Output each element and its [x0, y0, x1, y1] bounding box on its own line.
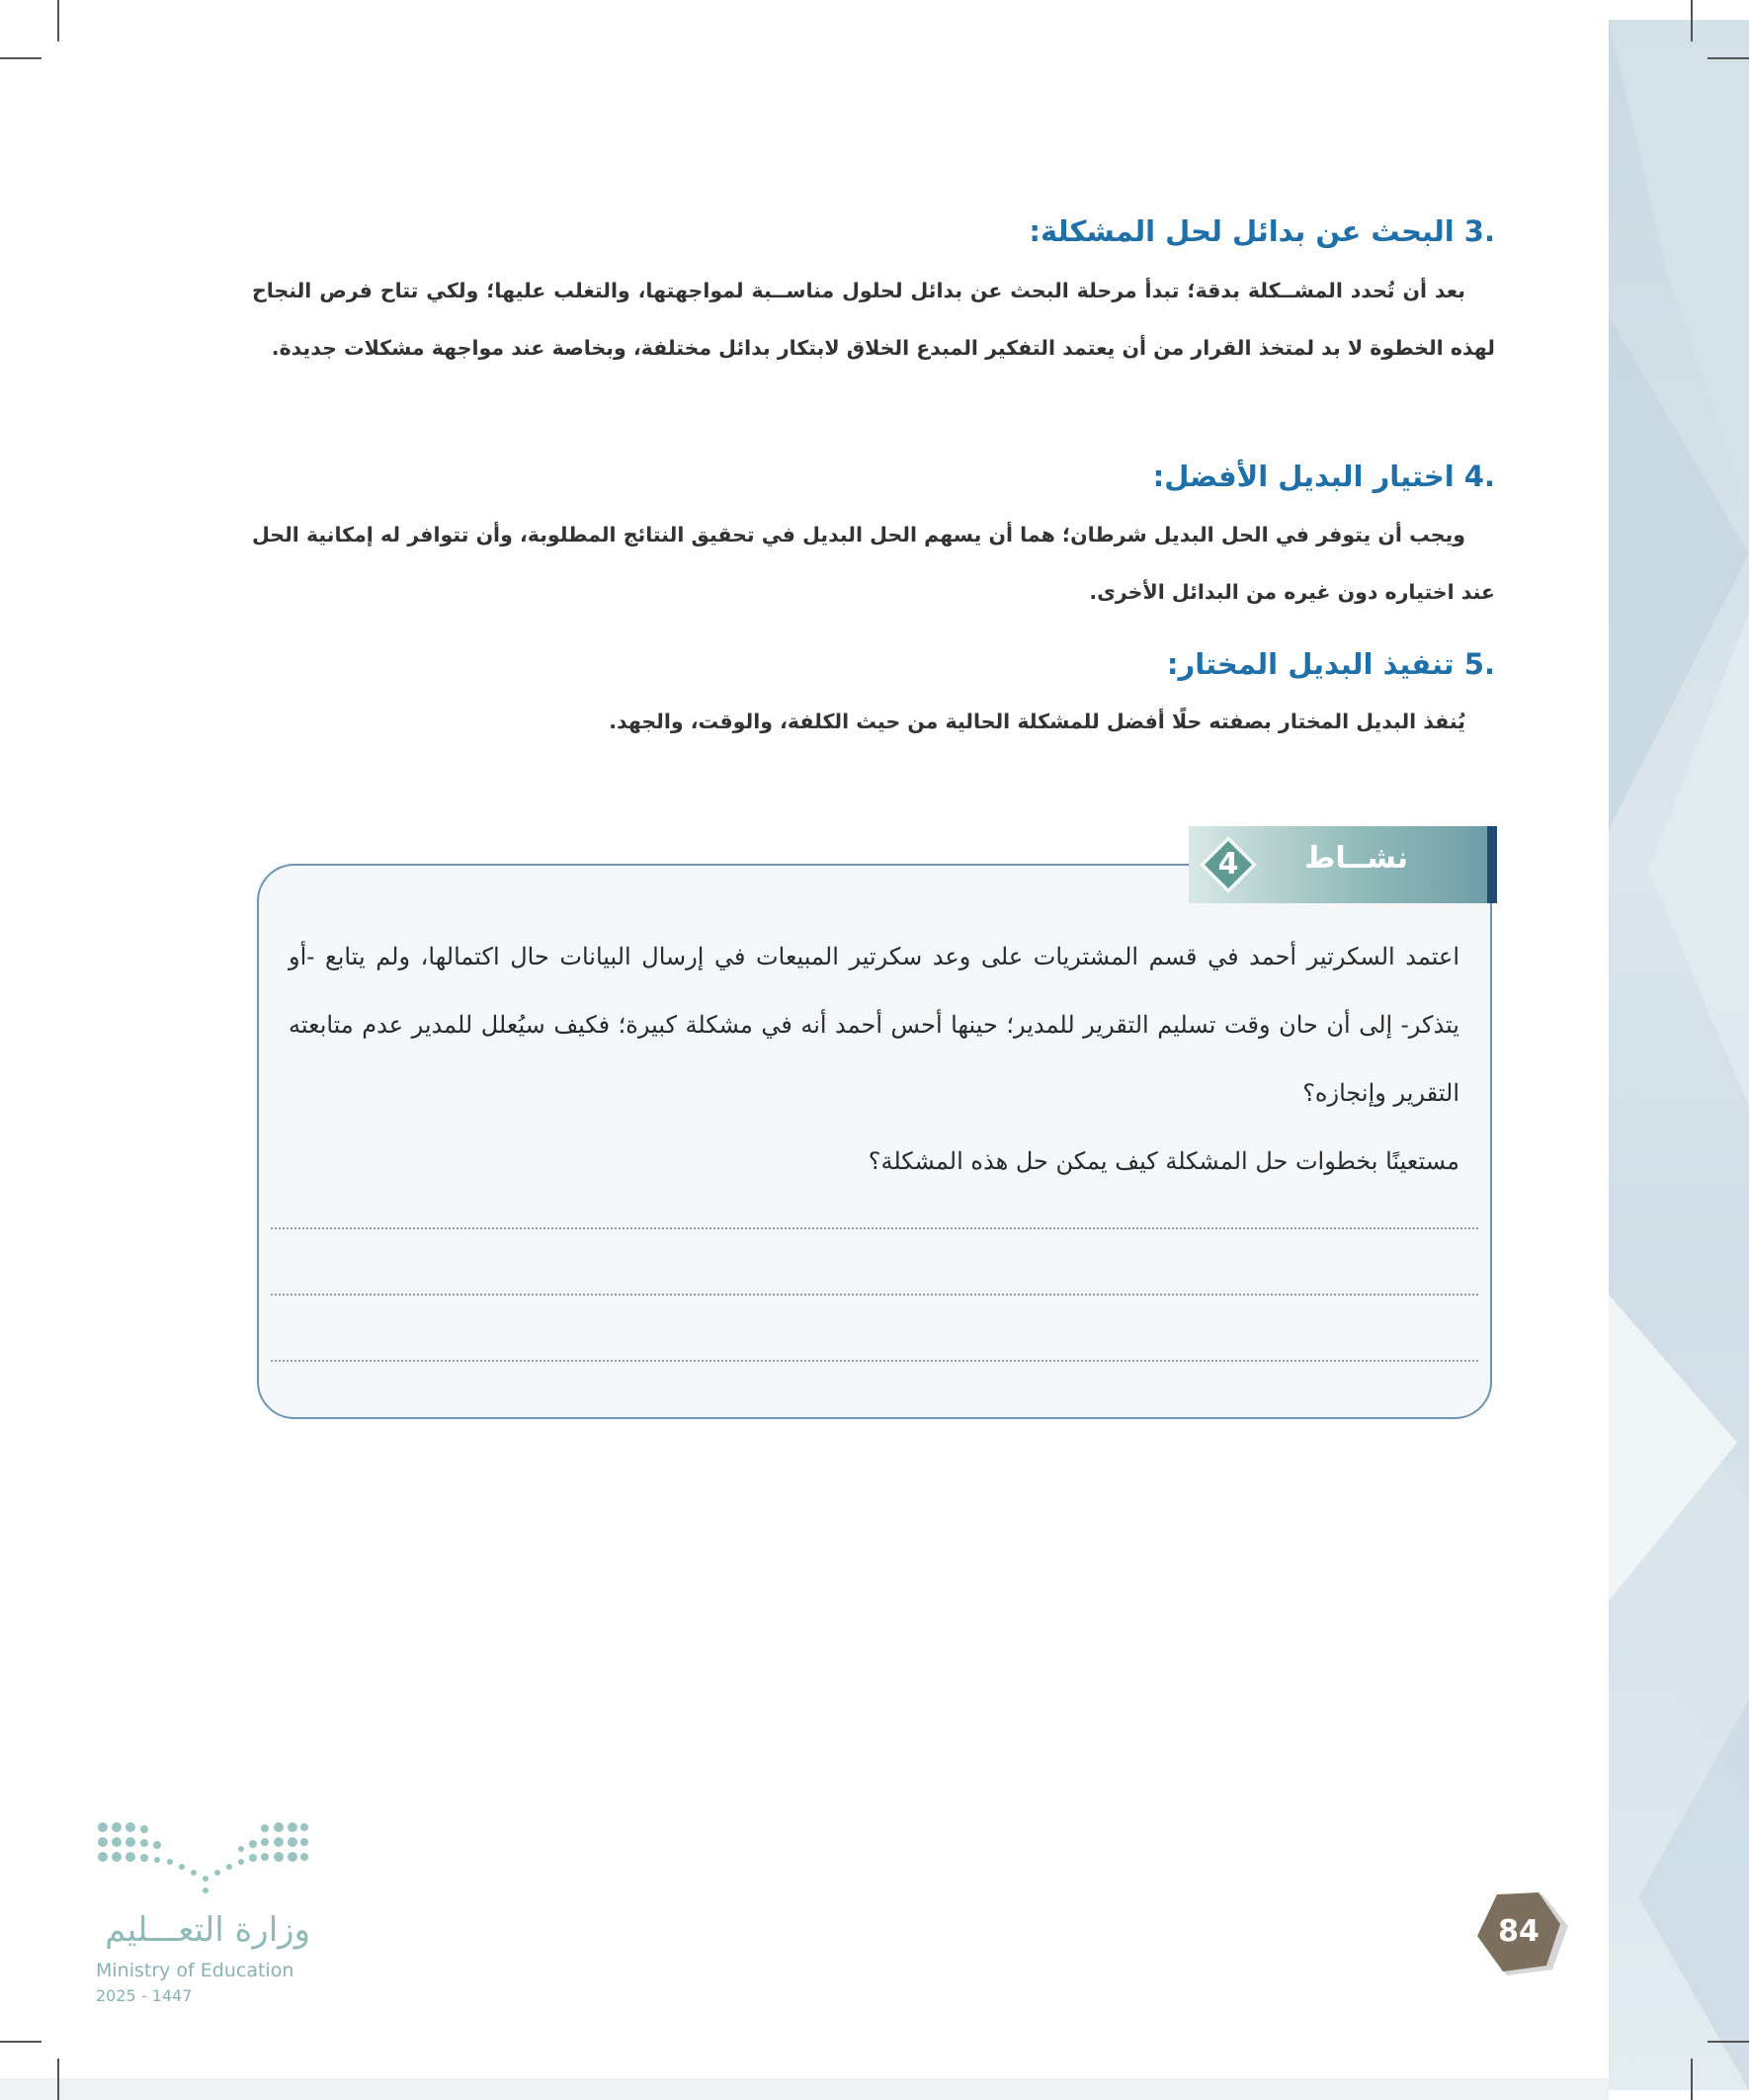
crop-mark [1691, 2058, 1693, 2100]
activity-line: ولم يتابع -أو يتذكر- إلى أن حان وقت تسليم التقرير للمدير؛ حينها أحس أحمد أنه في مشكلة كبيرة؛ فكيف [289, 943, 1459, 1039]
section-paragraph [252, 506, 1495, 621]
paragraph-line: بعد أن تُحدد المشــكلة بدقة؛ تبدأ مرحلة البحث عن بدائل لحلول مناســبة لمواجهتها، والتغلب عليها؛ ولكي تتاح [379, 279, 1465, 302]
crop-mark [57, 2058, 59, 2100]
activity-title: نشــاط [1304, 841, 1408, 876]
section-heading: .3 البحث عن بدائل لحل المشكلة: [1029, 214, 1495, 248]
paragraph-line: فرص النجاح لهذه الخطوة لا بد لمتخذ القرار من أن يعتمد التفكير المبدع الخلاق لابتكار بدائل مختلفة، وبخاصة [252, 279, 1495, 360]
section-heading: .5 تنفيذ البديل المختار: [1166, 647, 1495, 681]
activity-line: اعتمد السكرتير أحمد في قسم المشتريات على وعد سكرتير المبيعات في إرسال البيانات حال اكتمالها، [420, 943, 1459, 970]
ministry-year: 2025 - 1447 [96, 1986, 193, 2005]
crop-mark [0, 57, 42, 59]
answer-line[interactable] [271, 1294, 1478, 1296]
decorative-bottom-band [0, 2078, 1609, 2100]
paragraph-line: إمكانية الحل عند اختياره دون غيره من البدائل الأخرى. [252, 523, 1495, 604]
crop-mark [1691, 0, 1693, 42]
crop-mark [57, 0, 59, 42]
section-paragraph [252, 693, 1495, 750]
ministry-name-arabic: وزارة التعـــليم [105, 1910, 310, 1950]
crop-mark [1707, 57, 1749, 59]
crop-mark [1707, 2041, 1749, 2043]
ministry-name-english: Ministry of Education [96, 1960, 294, 1981]
page-number: 84 [1498, 1914, 1540, 1949]
activity-number: 4 [1217, 847, 1239, 882]
paragraph-line: ويجب أن يتوفر في الحل البديل شرطان؛ هما أن يسهم الحل البديل في تحقيق النتائج المطلوبة، وأن تتوافر له [379, 523, 1466, 546]
ministry-logo-icon [97, 1821, 309, 1895]
answer-line[interactable] [271, 1227, 1478, 1229]
paragraph-line: عند مواجهة مشكلات جديدة. [271, 336, 545, 360]
crop-mark [0, 2041, 42, 2043]
decorative-side-band [1609, 20, 1749, 2090]
activity-line: مستعينًا بخطوات حل المشكلة كيف يمكن حل هذه المشكلة؟ [868, 1147, 1459, 1175]
activity-tab-accent [1487, 826, 1497, 903]
paragraph-line: يُنفذ البديل المختار بصفته حلًا أفضل للمشكلة الحالية من حيث الكلفة، والوقت، والجهد. [609, 710, 1465, 733]
activity-question [289, 923, 1459, 1196]
section-heading: .4 اختيار البديل الأفضل: [1152, 460, 1495, 493]
activity-line: سيُعلل للمدير عدم متابعته التقرير وإنجازه؟ [289, 1011, 1459, 1107]
section-paragraph [252, 262, 1495, 377]
answer-line[interactable] [271, 1360, 1478, 1362]
